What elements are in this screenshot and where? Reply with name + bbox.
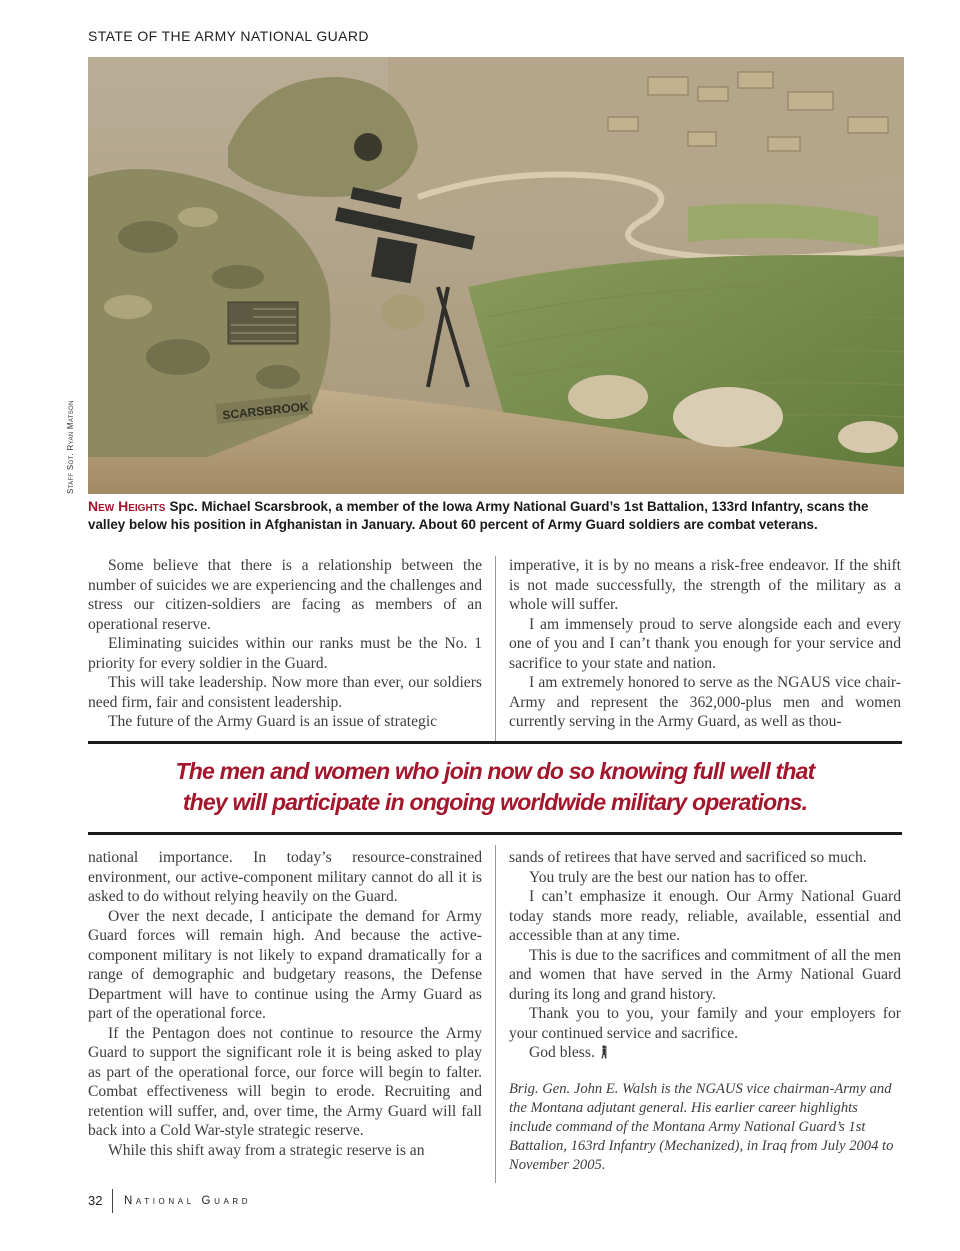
paragraph: I am extremely honored to serve as the NGAUS vice chair-Army and represent the 362,000-plus men and women currently serving in the Army Guard, as well as thou-	[509, 674, 901, 730]
column-2-top	[509, 556, 901, 732]
paragraph: If the Pentagon does not continue to resource the Army Guard to support the significant role it is being asked to play as part of the operational force, our force will begin to falter. Combat effectiveness will begin to erode. Recruiting and retention will suffer, and, over time, the Army Guard will fall back into a Cold War-style strategic reserve.	[88, 1024, 482, 1139]
paragraph: While this shift away from a strategic reserve is an	[108, 1141, 425, 1159]
column-1-top	[88, 556, 482, 732]
column-divider	[495, 556, 496, 741]
pullquote-rule-top	[88, 741, 902, 744]
publication-name: National Guard	[124, 1195, 252, 1207]
running-head: STATE OF THE ARMY NATIONAL GUARD	[88, 28, 369, 44]
paragraph: You truly are the best our nation has to offer.	[529, 868, 808, 886]
paragraph: I can’t emphasize it enough. Our Army National Guard today stands more ready, reliable, available, essential and accessible than at any time.	[509, 888, 901, 944]
paragraph: Thank you to you, your family and your employers for your continued service and sacrifice.	[509, 1005, 901, 1042]
pullquote	[88, 756, 902, 818]
paragraph: This will take leadership. Now more than ever, our soldiers need firm, fair and consistent leadership.	[88, 674, 482, 711]
column-divider	[495, 845, 496, 1183]
photo-caption	[88, 497, 908, 534]
pullquote-line-2: they will participate in ongoing worldwide military operations.	[182, 789, 808, 815]
feature-photo	[88, 57, 904, 494]
minuteman-endmark-icon	[599, 1045, 609, 1059]
paragraph: Some believe that there is a relationship between the number of suicides we are experiencing and the challenges and stress our citizen-soldiers are facing as members of an operational reserve.	[88, 557, 482, 633]
paragraph: Eliminating suicides within our ranks must be the No. 1 priority for every soldier in the Guard.	[88, 635, 482, 672]
photo-credit: Staff Sgt. Ryan Matson	[66, 400, 75, 494]
caption-text: Spc. Michael Scarsbrook, a member of the Iowa Army National Guard’s 1st Battalion, 133rd Infantry, scans the valley below his position in Afghanistan in January. About 60 percent of Army Guard soldiers are combat veterans.	[88, 499, 869, 532]
page-number: 32	[88, 1193, 103, 1208]
footer-divider	[112, 1189, 113, 1213]
column-1-bottom	[88, 848, 482, 1160]
paragraph: national importance. In today’s resource-constrained environment, our active-component military cannot do all it is asked to do without relying heavily on the Guard.	[88, 849, 482, 905]
caption-kicker: New Heights	[88, 498, 166, 514]
closing-text: God bless.	[529, 1044, 595, 1061]
author-bio: Brig. Gen. John E. Walsh is the NGAUS vice chairman-Army and the Montana adjutant general. His earlier career highlights include command of the Montana Army National Guard’s 1st Battalion, 163rd Infantry (Mechanized), in Iraq from July 2004 to November 2005.	[509, 1081, 894, 1173]
paragraph: sands of retirees that have served and sacrificed so much.	[509, 849, 867, 866]
name-tape-text: SCARSBROOK	[221, 399, 310, 423]
paragraph: The future of the Army Guard is an issue of strategic	[108, 713, 438, 730]
paragraph: imperative, it is by no means a risk-free endeavor. If the shift is not made successfully, the strength of the military as a whole will suffer.	[509, 557, 901, 613]
pullquote-rule-bottom	[88, 832, 902, 835]
paragraph: Over the next decade, I anticipate the demand for Army Guard forces will remain high. And because the active-component military is not likely to expand dramatically for a range of demographic and budgetary reasons, the Defense Department will have to continue using the Army Guard as part of the operational force.	[88, 907, 482, 1022]
pullquote-line-1: The men and women who join now do so knowing full well that	[175, 758, 815, 784]
column-2-bottom	[509, 848, 901, 1063]
paragraph: I am immensely proud to serve alongside each and every one of you and I can’t thank you enough for your service and sacrifice to your state and nation.	[509, 615, 901, 672]
paragraph-closing	[509, 1043, 901, 1063]
paragraph: This is due to the sacrifices and commitment of all the men and women that have served in the Army National Guard during its long and grand history.	[509, 946, 901, 1003]
